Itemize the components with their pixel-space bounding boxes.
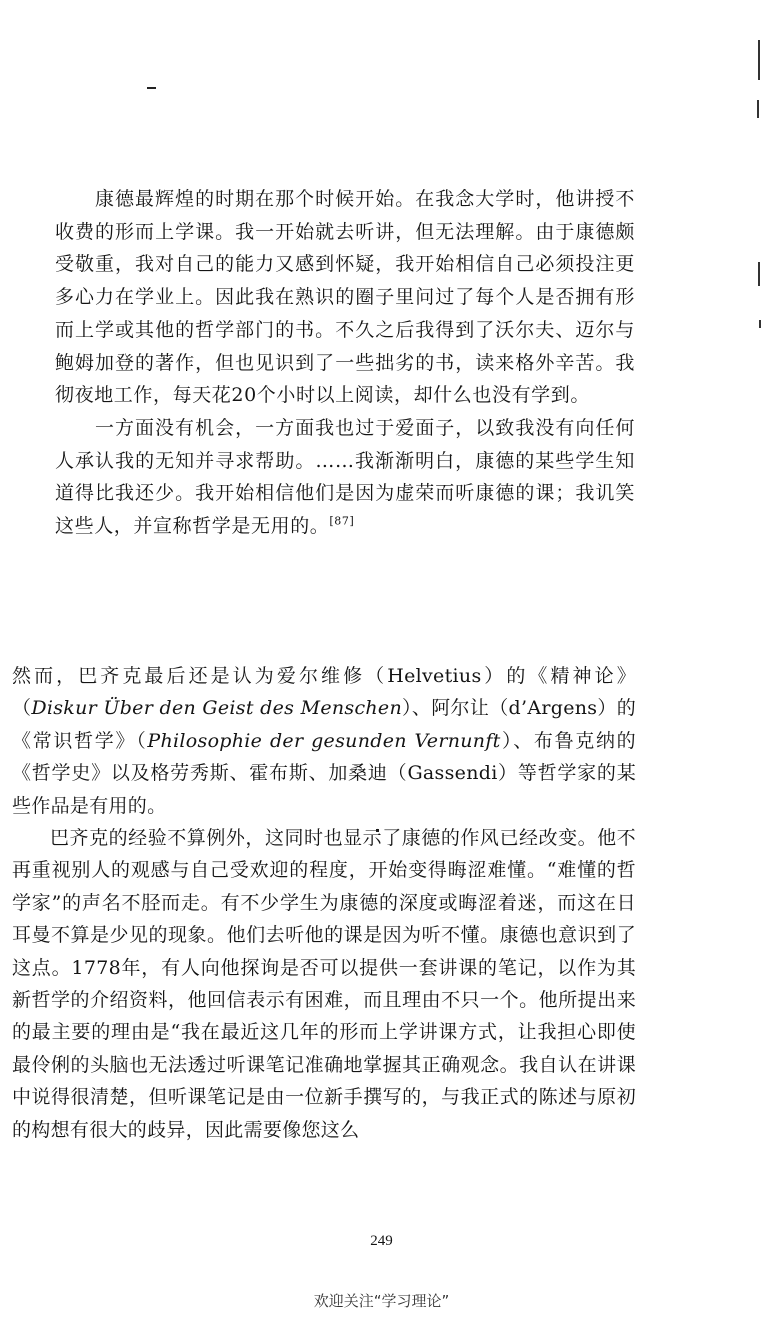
quote-paragraph	[55, 412, 635, 543]
body-text-run: 然而，巴齐克最后还是认为爱尔维修（Helvetius）的《精神论》（	[12, 665, 636, 720]
body-text-run: ）、布鲁克纳的《哲学史》以及格劳秀斯、霍布斯、加桑迪（Gassendi）等哲学家的某些作品是有用的。	[12, 729, 636, 817]
scan-speck	[147, 87, 156, 89]
body-text	[12, 660, 636, 1146]
footer-note: 欢迎关注“学习理论”	[313, 1292, 450, 1310]
quote-paragraph-text: 一方面没有机会，一方面我也过于爱面子，以致我没有向任何人承认我的无知并寻求帮助。……我渐渐明白，康德的某些学生知道得比我还少。我开始相信他们是因为虚荣而听康德的课；我讥笑这些人，并宣称哲学是无用的。	[55, 416, 635, 538]
citation-marker: [87]	[329, 514, 355, 528]
page-number: 249	[370, 1233, 393, 1249]
body-paragraph: 巴齐克的经验不算例外，这同时也显示了康德的作风已经改变。他不再重视别人的观感与自己受欢迎的程度，开始变得晦涩难懂。“难懂的哲学家”的声名不胫而走。有不少学生为康德的深度或晦涩着迷，而这在日耳曼不算是少见的现象。他们去听他的课是因为听不懂。康德也意识到了这点。1778年，有人向他探询是否可以提供一套讲课的笔记，以作为其新哲学的介绍资料，他回信表示有困难，而且理由不只一个。他所提出来的最主要的理由是“我在最近这几年的形而上学讲课方式，让我担心即使最伶俐的头脑也无法透过听课笔记准确地掌握其正确观念。我自认在讲课中说得很清楚，但听课笔记是由一位新手撰写的，与我正式的陈述与原初的构想有很大的歧异，因此需要像您这么	[12, 827, 636, 1141]
scan-edge-mark	[759, 320, 761, 328]
book-title-italic: Diskur Über den Geist des Menschen	[31, 697, 403, 720]
block-quote	[55, 183, 635, 543]
scan-edge-mark	[757, 100, 759, 118]
body-text-run: ）、阿尔让（d’Argens）的《常识哲学》（	[12, 697, 637, 752]
body-paragraph	[12, 660, 636, 822]
quote-paragraph: 康德最辉煌的时期在那个时候开始。在我念大学时，他讲授不收费的形而上学课。我一开始就去听讲，但无法理解。由于康德颇受敬重，我对自己的能力又感到怀疑，我开始相信自己必须投注更多心力在学业上。因此我在熟识的圈子里问过了每个人是否拥有形而上学或其他的哲学部门的书。不久之后我得到了沃尔夫、迈尔与鲍姆加登的著作，但也见识到了一些拙劣的书，读来格外辛苦。我彻夜地工作，每天花20个小时以上阅读，却什么也没有学到。	[55, 188, 635, 407]
book-title-italic: Philosophie der gesunden Vernunft	[147, 729, 501, 752]
scan-edge-mark	[758, 40, 760, 80]
scan-edge-mark	[758, 262, 760, 286]
